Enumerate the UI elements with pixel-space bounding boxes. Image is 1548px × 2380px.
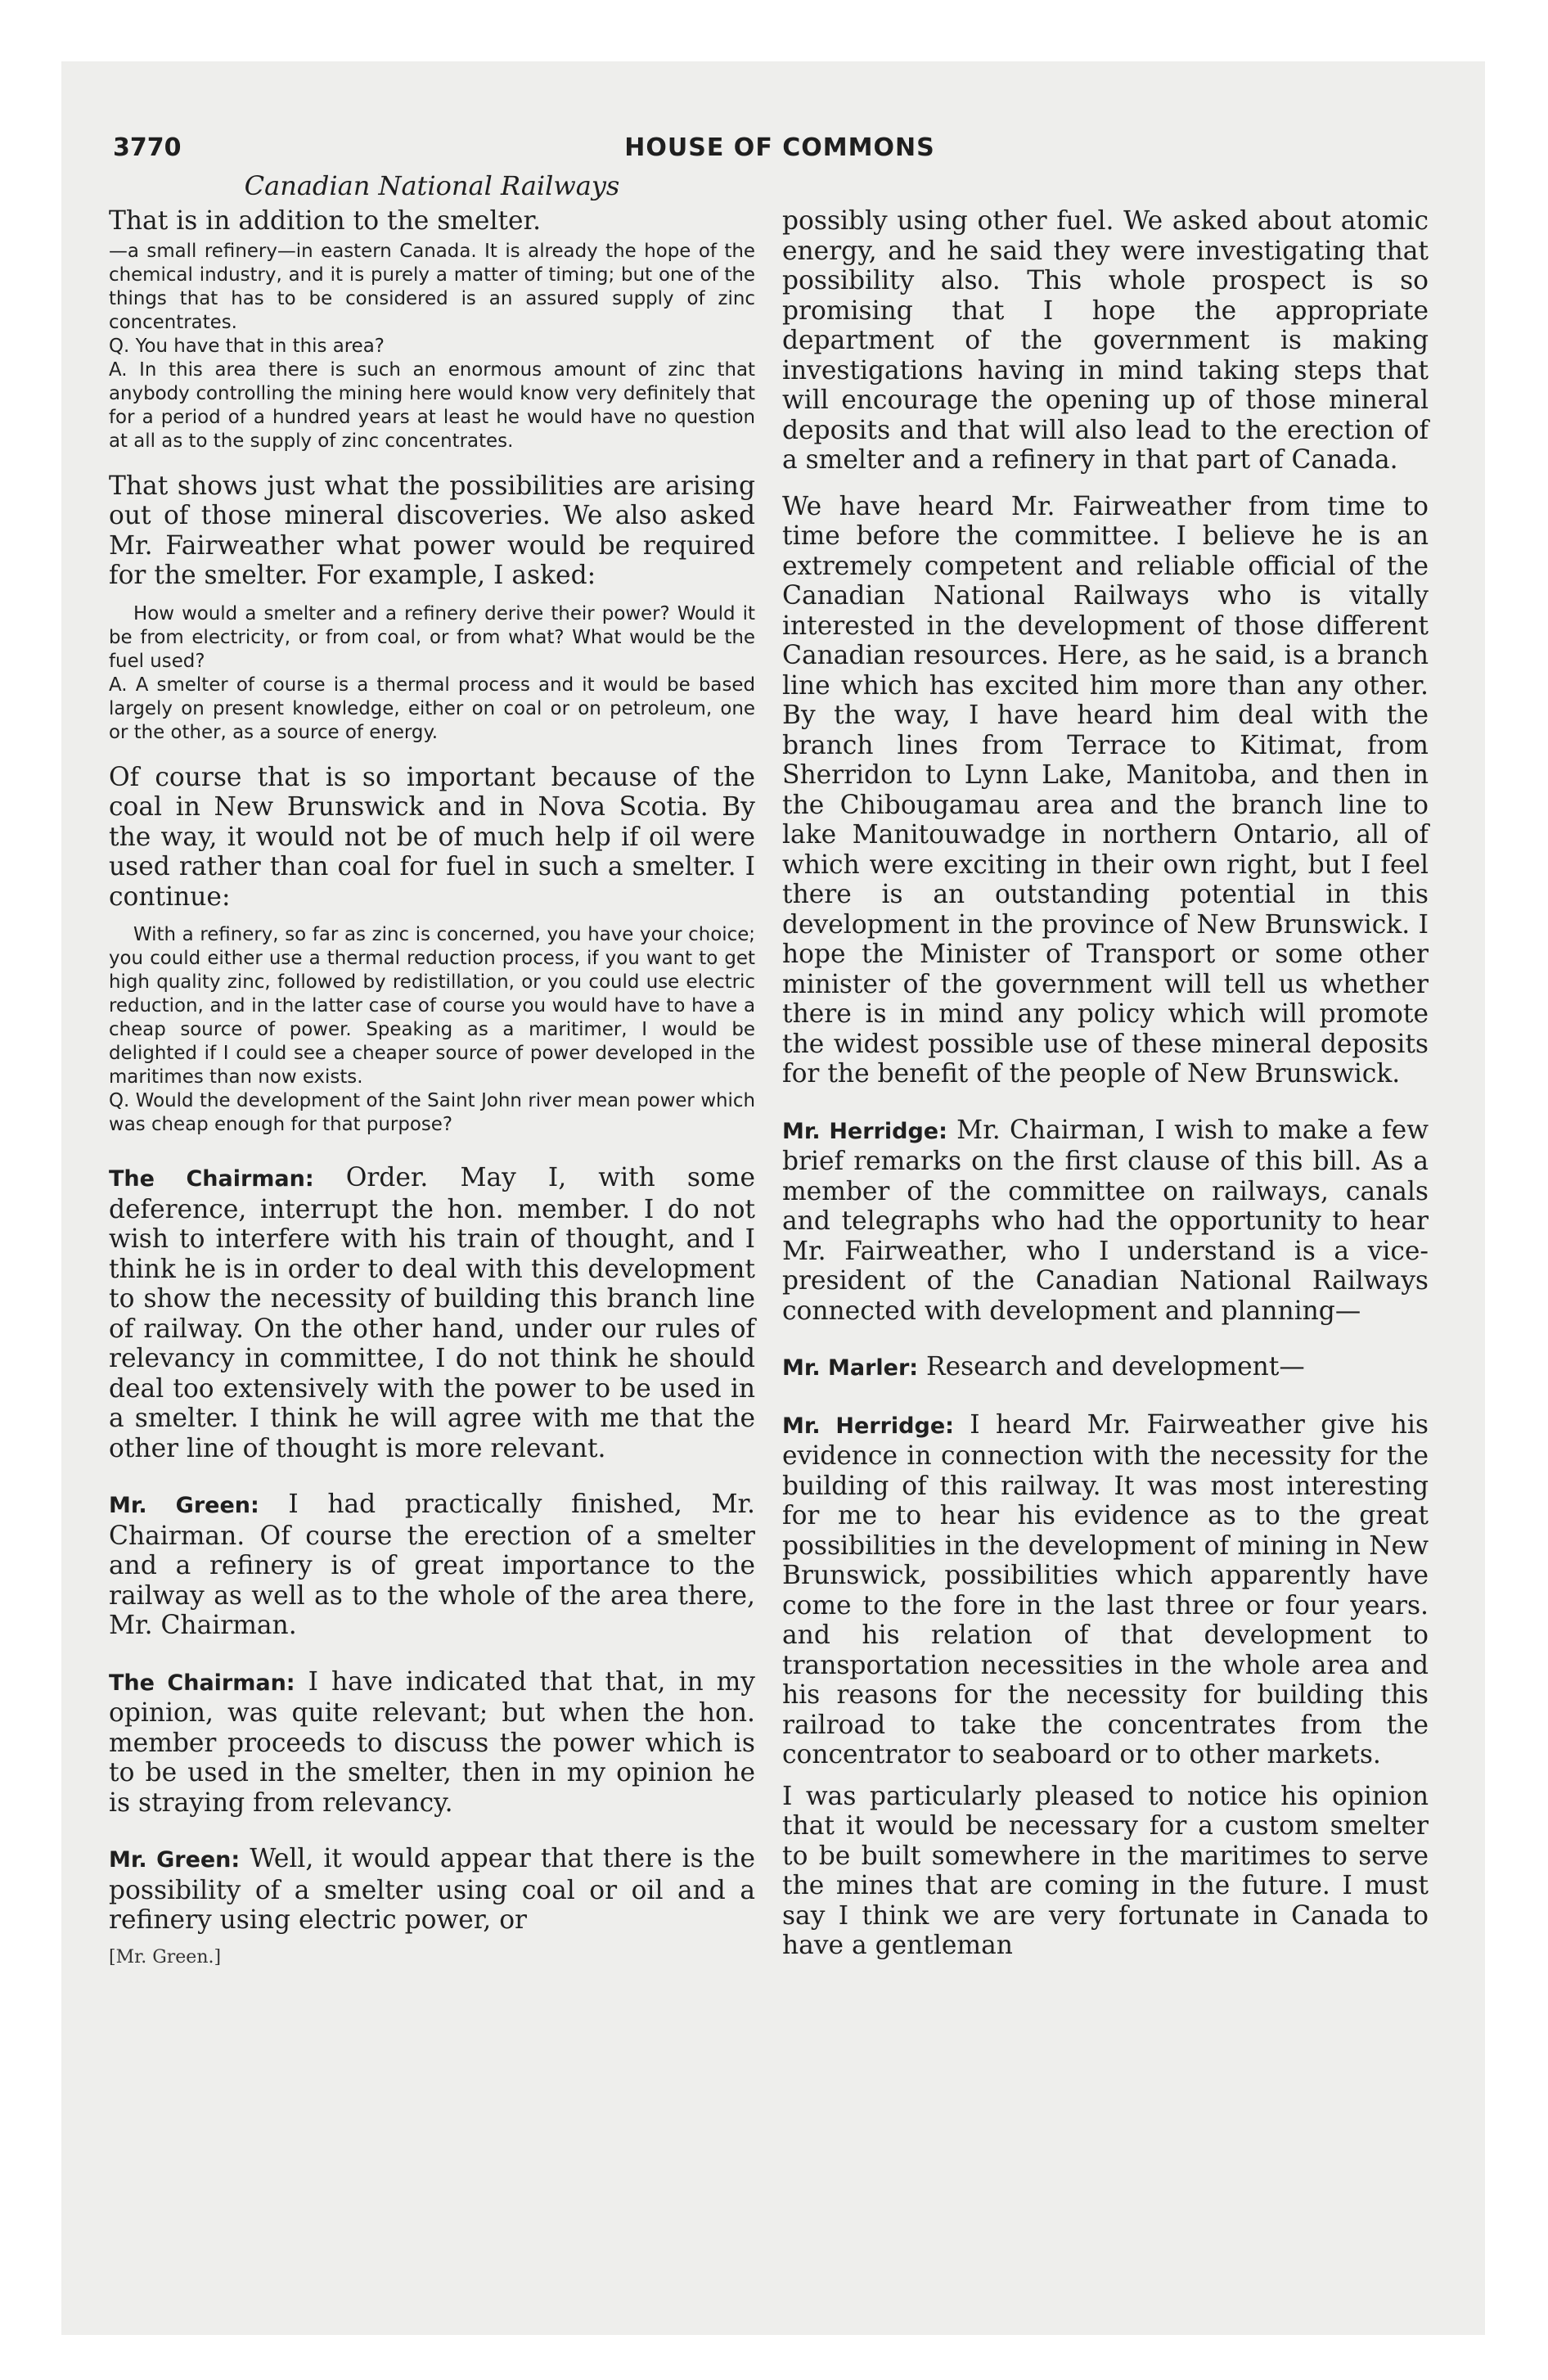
speaker-name: The Chairman: <box>109 1670 295 1696</box>
paragraph: That is in addition to the smelter. <box>109 206 542 236</box>
quoted-answer: A. In this area there is such an enormous amount of zinc that anybody controlling the mining here would know very definitely that for a period of a hundred years at least he would have no question at all as to the supply of zinc concentrates. <box>109 358 755 452</box>
quoted-question: Q. Would the development of the Saint John river mean power which was cheap enough for that purpose? <box>109 1090 755 1135</box>
paragraph: That shows just what the possibilities are arising out of those mineral discoveries. We also asked Mr. Fairweather what power would be required for the smelter. For example, I asked: <box>109 471 755 590</box>
right-column <box>782 206 1429 1972</box>
speech-text: I had practically finished, Mr. Chairman. Of course the erection of a smelter and a refinery is of great importance to the railway as well as to the whole of the area there, Mr. Chairman. <box>109 1490 755 1640</box>
speech-marler <box>782 1352 1429 1384</box>
speaker-name: Mr. Herridge: <box>782 1413 954 1439</box>
quoted-answer: A. A smelter of course is a thermal process and it would be based largely on present knowledge, either on coal or on petroleum, one or the other, as a source of energy. <box>109 674 755 743</box>
page-number: 3770 <box>113 133 182 162</box>
speech-chairman-2 <box>109 1667 755 1819</box>
speech-herridge-2 <box>782 1410 1429 1770</box>
paragraph: Of course that is so important because of the coal in New Brunswick and in Nova Scotia. By the way, it would not be of much help if oil were used rather than coal for fuel in such a smelter. I continue: <box>109 762 755 912</box>
speech-text: I have indicated that that, in my opinion, was quite relevant; but when the hon. member proceeds to discuss the power which is to be used in the smelter, then in my opinion he is straying from relevancy. <box>109 1666 755 1818</box>
speech-herridge-1 <box>782 1116 1429 1327</box>
footer-speaker-note: [Mr. Green.] <box>109 1946 222 1968</box>
quoted-text: With a refinery, so far as zinc is concerned, you have your choice; you could either use a thermal reduction process, if you want to get high quality zinc, followed by redistillation, or you could use electric reduction, and in the latter case of course you would have to have a cheap source of power. Speaking as a maritimer, I would be delighted if I could see a cheaper source of power developed in the maritimes than now exists. <box>109 924 755 1088</box>
paragraph: We have heard Mr. Fairweather from time to time before the committee. I believe he is an extremely competent and reliable official of the Canadian National Railways who is vitally interested in the development of those different Canadian resources. Here, as he said, is a branch line which has excited him more than any other. By the way, I have heard him deal with the branch lines from Terrace to Kitimat, from Sherridon to Lynn Lake, Manitoba, and then in the Chibougamau area and the branch line to lake Manitouwadge in northern Ontario, all of which were exciting in their own right, but I feel there is an outstanding potential in this development in the province of New Brunswick. I hope the Minister of Transport or some other minister of the government will tell us whether there is in mind any policy which will promote the widest possible use of these mineral deposits for the benefit of the people of New Brunswick. <box>782 491 1429 1089</box>
quoted-question: How would a smelter and a refinery derive their power? Would it be from electricity, or from coal, or from what? What would be the fuel used? <box>109 602 755 672</box>
speaker-name: Mr. Marler: <box>782 1355 919 1381</box>
paragraph: I was particularly pleased to notice his opinion that it would be necessary for a custom smelter to be built somewhere in the maritimes to serve the mines that are coming in the future. I must say I think we are very fortunate in Canada to have a gentleman <box>782 1781 1429 1960</box>
page-header <box>113 133 1447 174</box>
speech-text: Mr. Chairman, I wish to make a few brief remarks on the first clause of this bill. As a member of the committee on railways, canals and telegraphs who had the opportunity to hear Mr. Fairweather, who I understand is a vice-president of the Canadian National Railways connected with development and planning— <box>782 1115 1429 1326</box>
quoted-text: —a small refinery—in eastern Canada. It is already the hope of the chemical industry, and it is purely a matter of timing; but one of the things that has to be considered is an assured supply of zinc concentrates. <box>109 240 755 333</box>
speaker-name: Mr. Green: <box>109 1493 259 1518</box>
speaker-name: Mr. Herridge: <box>782 1118 947 1144</box>
section-title: Canadian National Railways <box>244 170 620 201</box>
speech-green-2 <box>109 1844 755 1936</box>
speech-text: Order. May I, with some deference, interrupt the hon. member. I do not wish to interfere with his train of thought, and I think he is in order to deal with this development to show the necessity of building this branch line of railway. On the other hand, under our rules of relevancy in committee, I do not think he should deal too extensively with the power to be used in a smelter. I think he will agree with me that the other line of thought is more relevant. <box>109 1163 755 1463</box>
paragraph: possibly using other fuel. We asked about atomic energy, and he said they were investigating that possibility also. This whole prospect is so promising that I hope the appropriate department of the government is making investigations having in mind taking steps that will encourage the opening up of those mineral deposits and that will also lead to the erection of a smelter and a refinery in that part of Canada. <box>782 206 1429 475</box>
speech-chairman-1 <box>109 1163 755 1463</box>
speech-text: I heard Mr. Fairweather give his evidence in connection with the necessity for the building of this railway. It was most interesting for me to hear his evidence as to the great possibilities in the development of mining in New Brunswick, possibilities which apparently have come to the fore in the last three or four years. and his relation of that development to transportation necessities in the whole area and his reasons for the necessity for building this railroad to take the concentrates from the concentrator to seaboard or to other markets. <box>782 1409 1429 1769</box>
speech-green-1 <box>109 1490 755 1641</box>
speaker-name: The Chairman: <box>109 1166 314 1192</box>
speech-text: Research and development— <box>918 1352 1305 1382</box>
left-column <box>109 170 755 1968</box>
quoted-question: Q. You have that in this area? <box>109 335 385 357</box>
speech-text: Well, it would appear that there is the possibility of a smelter using coal or oil and a refinery using electric power, or <box>109 1844 755 1935</box>
journal-title: HOUSE OF COMMONS <box>624 133 935 162</box>
speaker-name: Mr. Green: <box>109 1847 241 1873</box>
